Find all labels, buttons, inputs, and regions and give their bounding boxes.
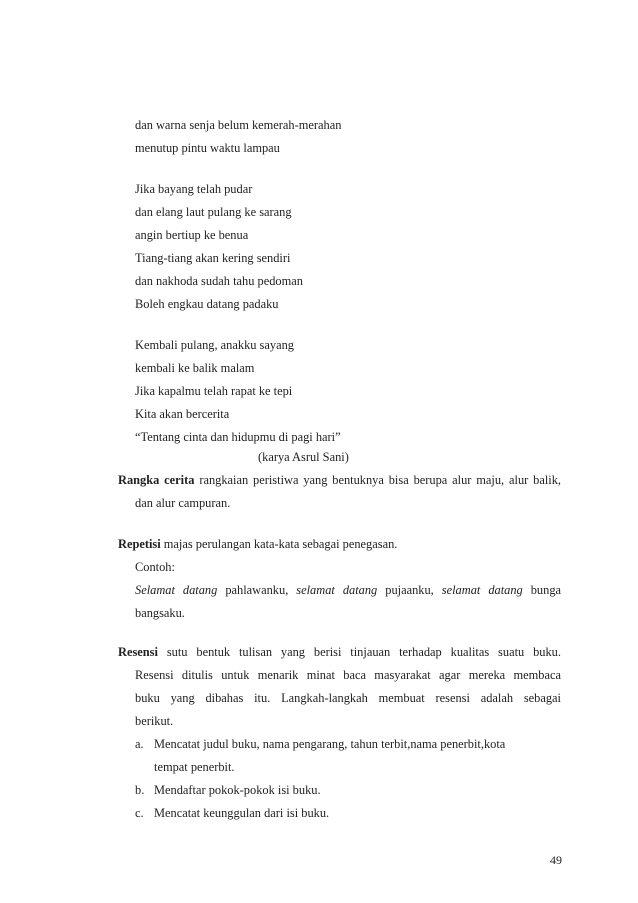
poem-attribution: (karya Asrul Sani) (258, 450, 349, 464)
poem-line: Kembali pulang, anakku sayang (135, 338, 294, 352)
glossary-definition-continued: buku yang dibahas itu. Langkah-langkah membuat resensi adalah sebagai (135, 691, 561, 705)
glossary-definition-continued: berikut. (135, 714, 174, 728)
glossary-term: Repetisi (118, 537, 161, 551)
poem-line: kembali ke balik malam (135, 361, 255, 375)
glossary-definition: majas perulangan kata-kata sebagai penegasan. (163, 537, 398, 551)
example-label: Contoh: (135, 560, 175, 574)
poem-line: dan elang laut pulang ke sarang (135, 205, 292, 219)
list-marker: b. (135, 783, 145, 797)
example-word: pahlawanku, (225, 583, 289, 597)
glossary-entry-resensi (118, 644, 561, 660)
list-item-continued: tempat penerbit. (154, 760, 235, 774)
example-phrase: Selamat datang (135, 583, 218, 597)
poem-line: “Tentang cinta dan hidupmu di pagi hari” (135, 430, 341, 444)
glossary-definition-continued: dan alur campuran. (135, 496, 231, 510)
poem-line: Jika bayang telah pudar (135, 182, 253, 196)
glossary-term: Rangka cerita (118, 473, 195, 487)
poem-line: Tiang-tiang akan kering sendiri (135, 251, 291, 265)
glossary-definition: sutu bentuk tulisan yang berisi tinjauan terhadap kualitas suatu buku. (166, 645, 561, 659)
example-text-continued: bangsaku. (135, 606, 185, 620)
list-item: Mencatat judul buku, nama pengarang, tahun terbit,nama penerbit,kota (154, 737, 506, 751)
glossary-entry-rangka-cerita (118, 472, 561, 488)
page-number: 49 (550, 853, 562, 867)
glossary-definition-continued: Resensi ditulis untuk menarik minat baca masyarakat agar mereka membaca (135, 668, 561, 682)
poem-line: Jika kapalmu telah rapat ke tepi (135, 384, 293, 398)
glossary-entry-repetisi (118, 536, 397, 552)
example-text (135, 582, 561, 598)
poem-line: angin bertiup ke benua (135, 228, 249, 242)
list-marker: c. (135, 806, 144, 820)
list-item: Mendaftar pokok-pokok isi buku. (154, 783, 321, 797)
glossary-definition: rangkaian peristiwa yang bentuknya bisa berupa alur maju, alur balik, (199, 473, 561, 487)
list-marker: a. (135, 737, 144, 751)
list-item: Mencatat keunggulan dari isi buku. (154, 806, 330, 820)
example-phrase: selamat datang (296, 583, 378, 597)
example-phrase: selamat datang (441, 583, 523, 597)
poem-line: dan nakhoda sudah tahu pedoman (135, 274, 303, 288)
poem-line: dan warna senja belum kemerah-merahan (135, 118, 342, 132)
example-word: pujaanku, (385, 583, 434, 597)
glossary-term: Resensi (118, 645, 158, 659)
example-word: bunga (530, 583, 562, 597)
poem-line: Kita akan bercerita (135, 407, 230, 421)
poem-line: menutup pintu waktu lampau (135, 141, 280, 155)
poem-line: Boleh engkau datang padaku (135, 297, 279, 311)
